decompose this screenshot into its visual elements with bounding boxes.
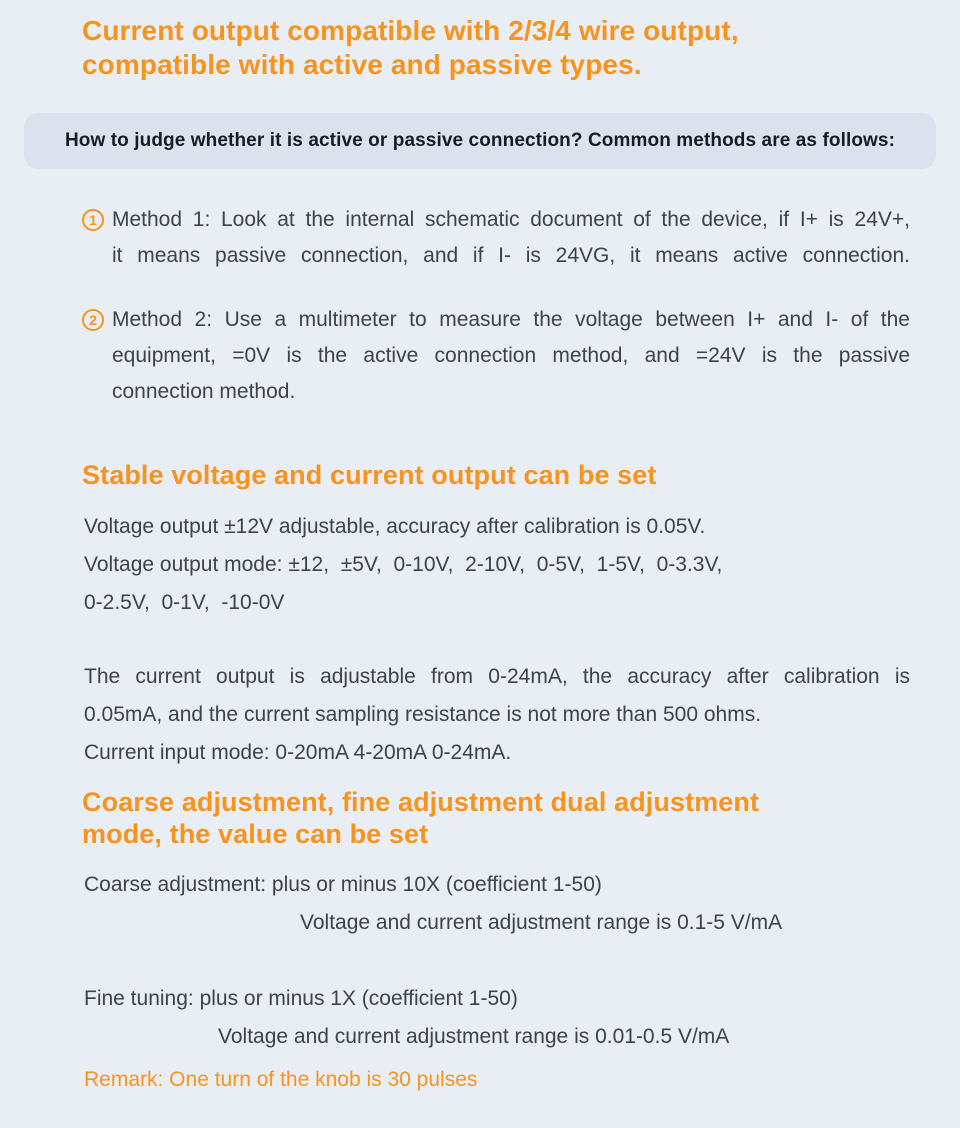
fine-line-1: Fine tuning: plus or minus 1X (coefficient 1-50)	[84, 987, 518, 1010]
coarse-line-1: Coarse adjustment: plus or minus 10X (coefficient 1-50)	[84, 873, 602, 896]
section-heading-voltage: Stable voltage and current output can be set	[82, 460, 657, 490]
page-title-line-2: compatible with active and passive types.	[82, 49, 642, 80]
question-box	[24, 113, 936, 169]
method-1-line-2: it means passive connection, and if I- is 24VG, it means active connection.	[112, 244, 910, 267]
adjustment-heading-line-1: Coarse adjustment, fine adjustment dual adjustment	[82, 787, 760, 817]
fine-tuning-paragraph	[84, 980, 910, 1056]
current-line-1: The current output is adjustable from 0-24mA, the accuracy after calibration is	[84, 665, 910, 688]
page-title-line-1: Current output compatible with 2/3/4 wire output,	[82, 15, 739, 46]
methods-list	[84, 202, 910, 410]
method-2-line-1: Method 2: Use a multimeter to measure the voltage between I+ and I- of the	[112, 308, 910, 331]
voltage-paragraph	[84, 508, 910, 622]
adjustment-heading-line-2: mode, the value can be set	[82, 819, 429, 849]
circled-number-1-icon: 1	[82, 209, 104, 231]
current-line-2: 0.05mA, and the current sampling resistance is not more than 500 ohms.	[84, 703, 762, 726]
question-box-text: How to judge whether it is active or passive connection? Common methods are as follows:	[64, 130, 896, 151]
method-item-2	[84, 302, 910, 410]
current-paragraph	[84, 658, 910, 772]
voltage-line-2: Voltage output mode: ±12, ±5V, 0-10V, 2-10V, 0-5V, 1-5V, 0-3.3V,	[84, 553, 723, 576]
coarse-adjustment-paragraph	[84, 866, 910, 942]
circled-number-2-icon: 2	[82, 309, 104, 331]
current-line-3: Current input mode: 0-20mA 4-20mA 0-24mA.	[84, 741, 512, 764]
method-2-line-2: equipment, =0V is the active connection method, and =24V is the passive	[112, 344, 910, 367]
section-heading-adjustment	[82, 786, 882, 850]
fine-line-2: Voltage and current adjustment range is 0.01-0.5 V/mA	[218, 1025, 730, 1048]
remark-note: Remark: One turn of the knob is 30 pulses	[84, 1068, 478, 1091]
coarse-line-2: Voltage and current adjustment range is 0.1-5 V/mA	[300, 911, 783, 934]
method-2-line-3: connection method.	[112, 380, 296, 403]
method-1-line-1: Method 1: Look at the internal schematic document of the device, if I+ is 24V+,	[112, 208, 910, 231]
voltage-line-1: Voltage output ±12V adjustable, accuracy after calibration is 0.05V.	[84, 515, 706, 538]
method-item-1	[84, 202, 910, 274]
page-title	[82, 14, 928, 82]
voltage-line-3: 0-2.5V, 0-1V, -10-0V	[84, 591, 285, 614]
